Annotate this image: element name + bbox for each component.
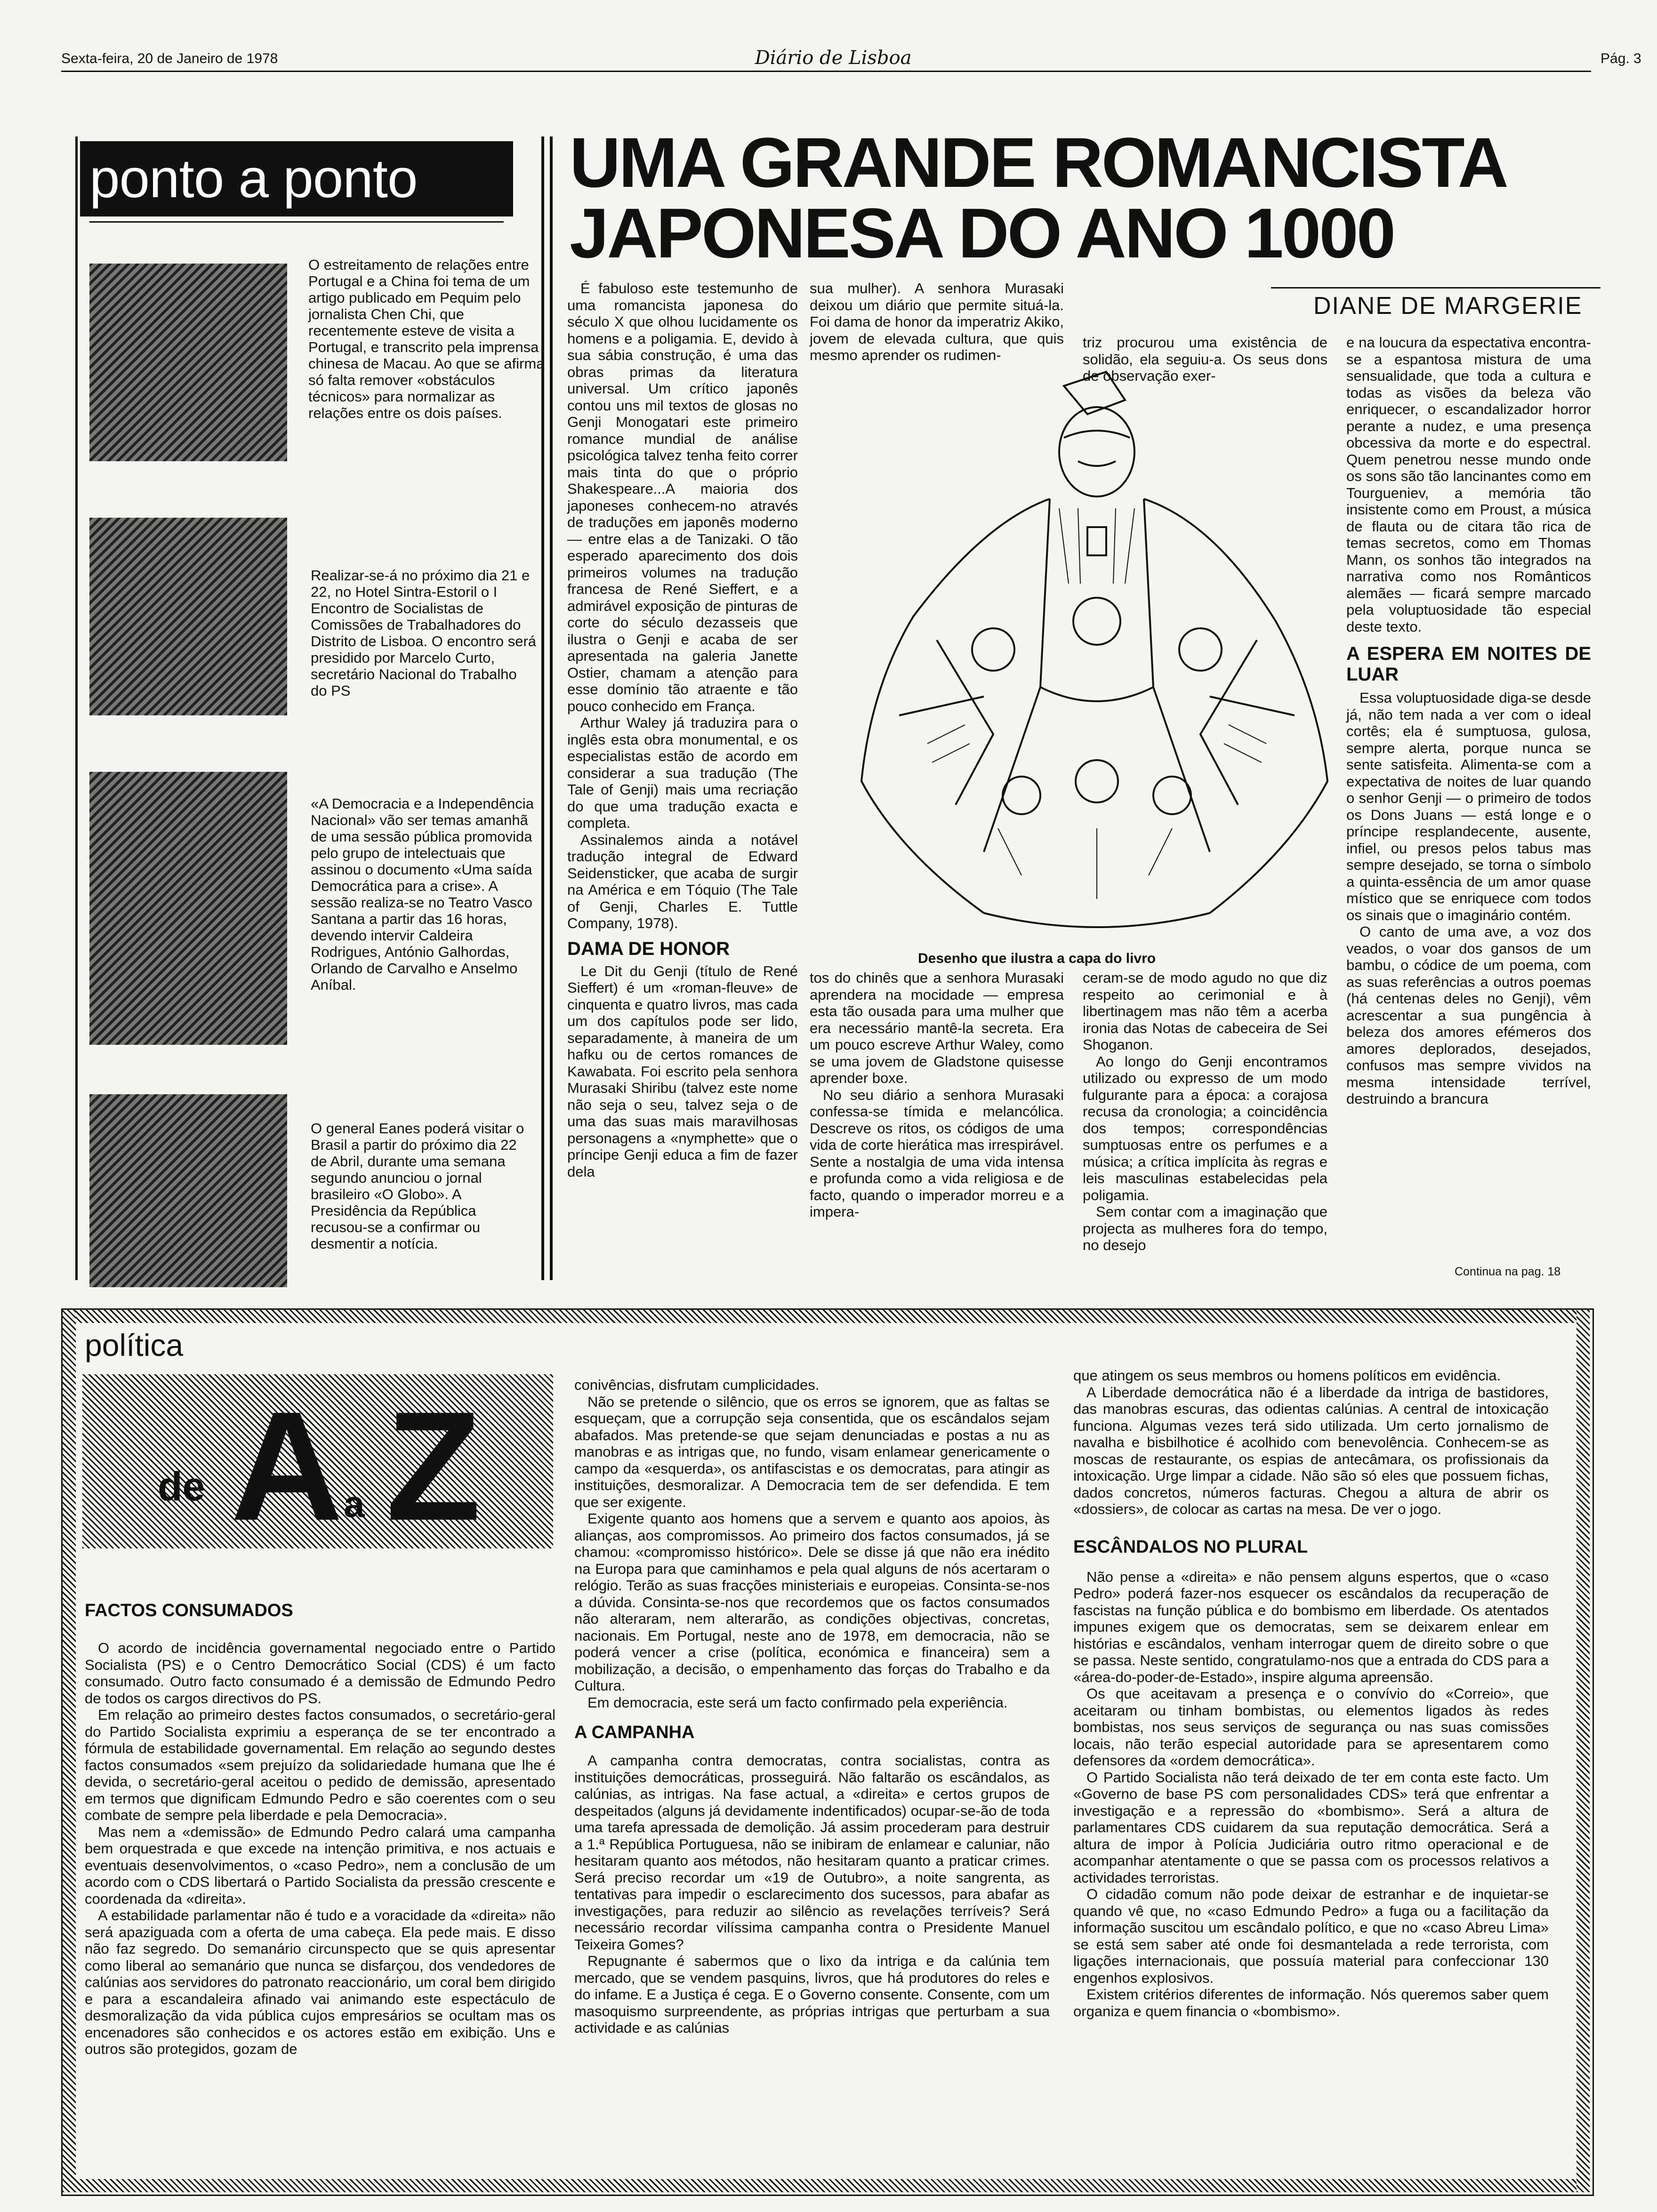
paragraph: A Liberdade democrática não é a liberdade da intriga de bastidores, das manobras escuras, das odientas calúnias. A central de intoxicação funciona. Algumas vezes terá sido utilizada. Um certo jornalismo de navalha e bisbilhotice é acolhido com benevolência. Conhecem-se as moscas de restaurante, os espias de antecâmara, os profissionais da intoxicação. Urge limpar a cidade. Não são só eles que possuem fichas, dados concretos, números facturas. Chegou a altura de abrir os «dossiers», de colocar as cartas na mesa. De ver o jogo.	[1073, 1384, 1549, 1517]
paragraph: A estabilidade parlamentar não é tudo e a voracidade da «direita» não será apaziguada com a oferta de uma cabeça. Ela pede mais. E disso não faz segredo. Do semanário circunspecto que se quis apresentar como liberal ao semanário que nunca se disfarçou, dos vendedores de calúnias aos servidores do patronato reaccionário, um coral bem dirigido e para a escandaleira afinado vai animando este espectáculo de desmoralização da vida pública cujos empresários se ocultam mas os encenadores são conhecidos e os actores estão em exibição. Uns e outros são protegidos, gozam de	[85, 1907, 555, 2057]
hatched-border	[63, 2179, 1590, 2192]
hatched-border	[63, 1310, 1590, 1323]
header-date: Sexta-feira, 20 de Janeiro de 1978	[61, 51, 278, 66]
article-column	[567, 280, 798, 1180]
illustration-caption: Desenho que ilustra a capa do livro	[918, 951, 1156, 966]
article-column	[810, 970, 1064, 1220]
divider	[1271, 287, 1601, 289]
paragraph: Ao longo do Genji encontramos utilizado ou expresso de um modo fulgurante para a época: a corajosa recusa da cronologia; a coincidência dos tempos; correspondências sumptuosas entre os perfumes e a música; a crítica implícita às regras e leis masculinas estabelecidas pela poligamia.	[1083, 1053, 1327, 1203]
paragraph: Não pense a «direita» e não pensem alguns espertos, que o «caso Pedro» poderá fazer-nos esquecer os escândalos da recuperação de fascistas na função pública e do bombismo em liberdade. Os atentados impunes exigem que os democratas, sem se deixarem enlear em histórias e escândalos, venham interrogar quem de direito sobre o que se passa. Neste sentido, congratulamo-nos que a entrada do CDS para a «área-do-poder-de-Estado», inspire alguma apreensão.	[1073, 1568, 1549, 1685]
paragraph: Em democracia, este será um facto confirmado pela experiência.	[587, 1694, 1008, 1711]
paragraph: Existem critérios diferentes de informação. Nós queremos saber quem organiza e quem financia o «bombismo».	[1073, 1986, 1549, 2020]
article-byline: DIANE DE MARGERIE	[1313, 292, 1583, 320]
paragraph: Arthur Waley já traduzira para o inglês esta obra monumental, e os especialistas estão de acordo em considerar a sua tradução (The Tale of Genji) mais uma recriação do que uma tradução exacta e completa.	[567, 714, 798, 831]
paragraph: É fabuloso este testemunho de uma romancista japonesa do século X que olhou lucidamente os homens e a poligamia. E, devido à sua sábia construção, é uma das obras primas da literatura universal. Um crítico japonês contou uns mil textos de glosas no Genji Monogatari este primeiro romance mundial de análise psicológica talvez tenha feito correr mais tinta do que o próprio Shakespeare...A maioria dos japoneses conhecem-no através de traduções em japonês moderno — entre elas a de Tanizaki. O tão esperado aparecimento dos dois primeiros volumes na tradução francesa de René Sieffert, e a admirável exposição de pinturas de corte do século dezasseis que ilustra o Genji e acaba de ser apresentada na galeria Janette Ostier, chamam a atenção para esse domínio tão atraente e tão pouco conhecido em França.	[567, 280, 798, 714]
paragraph: Le Dit du Genji (título de René Sieffert) é um «roman-fleuve» de cinquenta e quatro livros, mas cada um dos capítulos pode ser lido, separadamente, à maneira de um hafku ou de certos romances de Kawabata. Foi escrito pela senhora Murasaki Shiribu (talvez este nome não seja o seu, talvez seja o de uma das suas mais maravilhosas personagens a «nymphette» que o príncipe Genji educa a fim de fazer dela	[567, 962, 798, 1180]
politica-column	[85, 1600, 555, 2058]
news-brief: Realizar-se-á no próximo dia 21 e 22, no Hotel Sintra-Estoril o I Encontro de Socialistas de Comissões de Trabalhadores do Distrito de Lisboa. O encontro será presidido por Marcelo Curto, secretário Nacional do Trabalho do PS	[311, 567, 537, 699]
paragraph: Essa voluptuosidade diga-se desde já, não tem nada a ver com o ideal cortês; ela é sumptuosa, gulosa, sempre alerta, porque nunca se sente satisfeita. Alimenta-se com a expectativa de noites de luar quando o senhor Genji — o primeiro de todos os Dons Juans — está longe e o príncipe resplandecente, ausente, infiel, ou presos pelos tabus mas sempre desejado, se torna o símbolo a quinta-essência de um amor quase místico que se enriquece com todos os sinais que o imaginário contém.	[1346, 689, 1591, 923]
paragraph: e na loucura da espectativa encontra-se a espantosa mistura de uma sensualidade, que toda a cultura e todas as visões da beleza vão enriquecer, o escandalizador horror perante a nudez, e uma presença obcessiva da morte e do espectral. Quem penetrou nesse mundo onde os sons são tão lancinantes como em Tourgueniev, a memória tão insistente como em Proust, a música de flauta ou de citara tão rica de temas secretos, como em Thomas Mann, os sonhos tão integrados na narrativa como nos Românticos alemães — ficará sempre marcado pela voluptuosidade tão especial deste texto.	[1346, 334, 1591, 635]
section-title: ponto a ponto	[89, 148, 418, 209]
paragraph: conivências, disfrutam cumplicidades.	[574, 1377, 820, 1393]
divider	[89, 221, 504, 223]
a-z-letter: A	[231, 1379, 343, 1553]
paragraph: Os que aceitavam a presença e o convívio do «Correio», que aceitaram ou tinham bombistas, ou elementos ligados às redes bombistas, nos seus serviços de segurança ou nas suas comissões locais, não terão especial autoridade para se apresentarem como defensores da «ordem democrática».	[1073, 1685, 1549, 1769]
a-z-label: a	[344, 1483, 365, 1525]
politica-subhead: ESCÂNDALOS NO PLURAL	[1073, 1537, 1308, 1557]
paragraph: No seu diário a senhora Murasaki confessa-se tímida e melancólica. Descreve os ritos, os códigos de uma vida de corte hierática mas irrespirável. Sente a nostalgia de uma vida intensa e profunda como a vida religiosa e de facto, quando o imperador morreu e a impera-	[810, 1086, 1064, 1220]
header-rule	[61, 71, 1591, 72]
article-headline: UMA GRANDE ROMANCISTA JAPONESA DO ANO 1000	[570, 123, 1504, 272]
paragraph: A campanha contra democratas, contra socialistas, contra as instituições democráticas, prosseguirá. Não faltarão os escândalos, as calúnias, as intrigas. Na fase actual, a «direita» e certos grupos de despeitados (alguns já devidamente indentificados) ocupar-se-ão de toda uma tarefa apressada de demolição. Já assim procederam para destruir a 1.ª República Portuguesa, não se inibiram de enlamear e caluniar, não hesitaram quanto aos métodos, não hesitaram quanto a praticar crimes. Será preciso recordar um «19 de Outubro», a noite sangrenta, as tentativas para impedir o esclarecimento dos sucessos, para abafar as investigações, para reduzir ao silêncio as revelações terríveis? Será necessário recordar vilíssima campanha contra o Presidente Manuel Teixeira Gomes?	[574, 1752, 1050, 1953]
continued-note: Continua na pag. 18	[1455, 1265, 1561, 1278]
page-number: Pág. 3	[1601, 51, 1641, 66]
news-photo	[89, 1094, 287, 1287]
paragraph: Mas nem a «demissão» de Edmundo Pedro calará uma campanha bem orquestrada e que excede na intenção primitiva, e nos actuais e eventuais desenvolvimentos, o «caso Pedro», nem a conclusão de um acordo com o CDS libertará o Partido Socialista da pressão crescente e coordenada da «direita».	[85, 1823, 555, 1907]
paragraph: O acordo de incidência governamental negociado entre o Partido Socialista (PS) e o Centro Democrático Social (CDS) é um facto consumado. Outro facto consumado é a demissão de Edmundo Pedro de todos os cargos directivos do PS.	[85, 1640, 555, 1707]
article-column	[810, 280, 1064, 364]
paragraph: Sem contar com a imaginação que projecta as mulheres fora do tempo, no desejo	[1083, 1203, 1327, 1253]
paragraph: ceram-se de modo agudo no que diz respeito ao cerimonial e à libertinagem mas não têm a acerba ironia das Notas de cabeceira de Sei Shoganon.	[1083, 970, 1327, 1053]
news-brief: O estreitamento de relações entre Portugal e a China foi tema de um artigo publicado em Pequim pelo jornalista Chen Chi, que recentemente esteve de visita a Portugal, e transcrito pela imprensa chinesa de Macau. Ao que se afirma só falta remover «obstáculos técnicos» para normalizar as relações entre os dois países.	[308, 256, 545, 421]
politica-column	[1073, 1367, 1549, 2020]
paragraph: O canto de uma ave, a voz dos veados, o voar dos gansos de um bambu, o códice de um poema, com as suas referências a outros poemas (há centenas deles no Genji), vêm acrescentar a sua pungência à beleza dos amores efémeros dos amores deplorados, desejados, confusos mas sempre vividos na mesma intensidade terrível, destruindo a brancura	[1346, 923, 1591, 1107]
news-photo	[89, 772, 287, 1045]
news-brief: O general Eanes poderá visitar o Brasil a partir do próximo dia 22 de Abril, durante uma semana segundo anunciou o jornal brasileiro «O Globo». A Presidência da República recusou-se a confirmar ou desmentir a notícia.	[311, 1120, 524, 1252]
news-photo	[89, 264, 287, 461]
politica-subhead: A CAMPANHA	[574, 1723, 695, 1742]
paragraph: Em relação ao primeiro destes factos consumados, o secretário-geral do Partido Socialista exprimiu a esperança de se ter encontrado a fórmula de estabilidade governamental. Em relação ao segundo destes factos consumados «sem prejuízo da solidariedade humana que lhe é devida, o secretário-geral aceitou o pedido de demissão, apresentado em termos que dignificam Edmundo Pedro e são coerentes com o seu combate de sempre pela liberdade e pela Democracia».	[85, 1707, 555, 1823]
a-z-letter: Z	[386, 1379, 481, 1553]
paragraph: que atingem os seus membros ou homens políticos em evidência.	[1073, 1367, 1501, 1384]
article-column	[1346, 334, 1591, 1107]
paragraph: O cidadão comum não pode deixar de estranhar e de inquietar-se quando vê que, no «caso Edmundo Pedro» a fuga ou a facilitação da informação suscitou um escândalo político, e que no «caso Abreu Lima» se está sem saber até onde foi desmantelada a rede terrorista, com ligações internacionais, que possuía material para confeccionar 130 engenhos explosivos.	[1073, 1886, 1549, 1986]
news-photo	[89, 518, 287, 715]
column-rule	[75, 136, 78, 1280]
paragraph: tos do chinês que a senhora Murasaki aprendera na mocidade — empresa esta tão ousada para uma mulher que era necessário mantê-la secreta. Era um pouco escreve Arthur Waley, como se uma jovem de Gladstone quisesse aprender boxe.	[810, 970, 1064, 1086]
hatched-border	[1577, 1310, 1590, 2192]
paragraph: sua mulher). A senhora Murasaki deixou um diário que permite situá-la. Foi dama de honor da imperatriz Akiko, jovem de elevada cultura, que quis mesmo aprender os rudimen-	[810, 280, 1064, 363]
paragraph: Exigente quanto aos homens que a servem e quanto aos apoios, às alianças, aos compromissos. Ao primeiro dos factos consumados, já se chamou: «compromisso histórico». Dele se disse já que não era inédito na Europa para que caminhamos e pela qual alguns de nós acertaram o relógio. Terão as suas fracções ministeriais e europeias. Consinta-se-nos a dúvida. Consinta-se-nos que recordemos que os factos consumados não alteraram, nem alterarão, as condições objectivas, concretas, nacionais. Em Portugal, neste ano de 1978, em democracia, não se poderá vencer a crise (política, económica e financeira) sem a mobilização, a decisão, o empenhamento das forças do Trabalho e da Cultura.	[574, 1510, 1050, 1694]
paragraph: Repugnante é sabermos que o lixo da intriga e da calúnia tem mercado, que se vendem pasquins, livros, que há produtores do reles e do infame. E a Justiça é cega. E o Governo consente. Consente, com um masoquismo surpreendente, as próprias intrigas que perturbam a sua actividade e as calúnias	[574, 1953, 1050, 2036]
news-brief: «A Democracia e a Independência Nacional» vão ser temas amanhã de uma sessão pública promovida pelo grupo de intelectuais que assinou o documento «Uma saída Democrática para a crise». A sessão realiza-se no Teatro Vasco Santana a partir das 16 horas, devendo intervir Caldeira Rodrigues, António Galhordas, Orlando de Carvalho e Anselmo Aníbal.	[311, 795, 534, 993]
masthead: Diário de Lisboa	[755, 47, 912, 69]
article-subhead: DAMA DE HONOR	[567, 938, 730, 959]
article-column	[1083, 970, 1327, 1254]
paragraph: Não se pretende o silêncio, que os erros se ignorem, que as faltas se esqueçam, que a corrupção seja consentida, que os escândalos sejam abafados. Mas pretende-se que sejam denunciadas e postas a nu as manobras e as intrigas que, no fundo, visam enlamear genericamente o campo da «esquerda», os antifascistas e os democratas, para atingir as instituições, desmoralizar. A Democracia tem de ser defendida. E tem que ser exigente.	[574, 1393, 1050, 1510]
paragraph: Assinalemos ainda a notável tradução integral de Edward Seidensticker, que acaba de surgir na América e em Tóquio (The Tale of Genji, Charles E. Tuttle Company, 1978).	[567, 831, 798, 931]
section-title: política	[85, 1328, 184, 1362]
a-z-label: de	[158, 1464, 205, 1509]
politica-subhead: FACTOS CONSUMADOS	[85, 1601, 293, 1620]
politica-column	[574, 1377, 1050, 2036]
article-subhead: A ESPERA EM NOITES DE LUAR	[1346, 643, 1591, 685]
paragraph: O Partido Socialista não terá deixado de ter em conta este facto. Um «Governo de base PS com personalidades CDS» terá que enfrentar a investigação e a repressão do «bombismo». Será a altura de parlamentares CDS cuidarem da sua reputação democrática. Será a altura de impor à Polícia Judiciária outro ritmo operacional e de acompanhar atentamente o que se passa com os processos relativos a actividades terroristas.	[1073, 1769, 1549, 1886]
hatched-border	[63, 1310, 76, 2192]
book-cover-illustration	[843, 358, 1346, 946]
paragraph: triz procurou uma existência de solidão, ela seguiu-a. Os seus dons de observação exer-	[1083, 334, 1327, 384]
